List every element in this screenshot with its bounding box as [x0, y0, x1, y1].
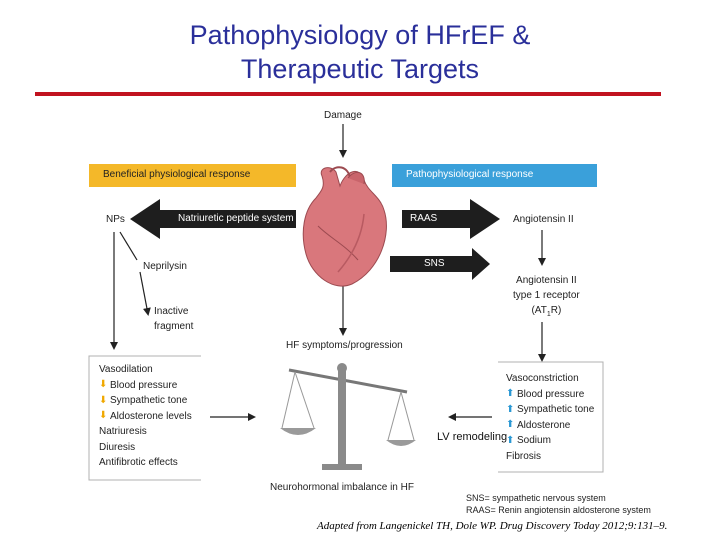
effect-item: [99, 455, 192, 471]
decrease-arrow-icon: ⬇: [99, 410, 108, 422]
effect-item: [99, 362, 192, 378]
title-line-1: Pathophysiology of HFrEF &: [189, 20, 531, 50]
at1-receptor-label: Angiotensin II type 1 receptor $(AT_1R)$: [513, 275, 580, 318]
inactive-fragment-label: Inactive fragment: [154, 306, 194, 332]
effect-text: Antifibrotic effects: [99, 457, 178, 468]
effect-text: Aldosterone: [517, 419, 571, 431]
effect-text: Sympathetic tone: [517, 404, 595, 415]
increase-arrow-icon: ⬆: [506, 388, 515, 400]
hf-progression-label: HF symptoms/progression: [286, 340, 403, 351]
effect-item: [99, 378, 192, 394]
effect-text: Blood pressure: [110, 379, 178, 391]
sns-definition: SNS= sympathetic nervous system: [466, 493, 606, 503]
nps-to-neprilysin-line: [120, 232, 137, 260]
decrease-arrow-icon: ⬇: [99, 394, 108, 406]
raas-definition: RAAS= Renin angiotensin aldosterone system: [466, 505, 651, 515]
effect-item: [506, 402, 594, 418]
effect-text: Blood pressure: [517, 388, 585, 400]
increase-arrow-icon: ⬆: [506, 419, 515, 431]
decrease-arrow-icon: ⬇: [99, 379, 108, 391]
increase-arrow-icon: ⬆: [506, 434, 515, 446]
beneficial-effects-list: [99, 362, 192, 471]
effect-item: [99, 393, 192, 409]
effect-item: [99, 424, 192, 440]
citation: Adapted from Langenickel TH, Dole WP. Drug Discovery Today 2012;9:131–9.: [317, 520, 668, 532]
damage-label: Damage: [324, 110, 362, 121]
raas-label: RAAS: [410, 213, 438, 224]
title-line-2: Therapeutic Targets: [240, 54, 480, 84]
effect-text: Fibrosis: [506, 450, 542, 462]
neurohormonal-imbalance-label: Neurohormonal imbalance in HF: [270, 482, 414, 493]
effect-item: [506, 387, 594, 403]
neprilysin-label: Neprilysin: [143, 261, 187, 272]
beneficial-response-header: Beneficial physiological response: [89, 164, 296, 187]
effect-text: Sodium: [517, 435, 551, 446]
effect-text: Vasoconstriction: [506, 373, 579, 384]
natriuretic-system-label: Natriuretic peptide system: [178, 213, 294, 224]
lv-remodeling-label: LV remodeling: [437, 431, 508, 443]
effect-item: [506, 418, 594, 434]
increase-arrow-icon: ⬆: [506, 403, 515, 415]
pathological-effects-list: [506, 371, 594, 464]
angiotensin-ii-label: Angiotensin II: [513, 214, 574, 225]
heart-illustration: [303, 167, 386, 286]
sns-label: SNS: [424, 258, 445, 269]
neprilysin-to-fragment-line: [140, 272, 148, 314]
effect-item: [506, 433, 594, 449]
effect-item: [99, 409, 192, 425]
effect-text: Diuresis: [99, 441, 136, 453]
abbreviation-notes: [466, 492, 651, 516]
effect-text: Sympathetic tone: [110, 395, 188, 406]
effect-text: Aldosterone levels: [110, 410, 192, 422]
effect-item: [506, 371, 594, 387]
nps-label: NPs: [106, 214, 125, 225]
effect-item: [99, 440, 192, 456]
effect-text: Vasodilation: [99, 364, 153, 375]
pathophysiological-response-header: Pathophysiological response: [392, 164, 597, 187]
effect-text: Natriuresis: [99, 426, 147, 437]
effect-item: [506, 449, 594, 465]
balance-scale: [280, 363, 416, 470]
